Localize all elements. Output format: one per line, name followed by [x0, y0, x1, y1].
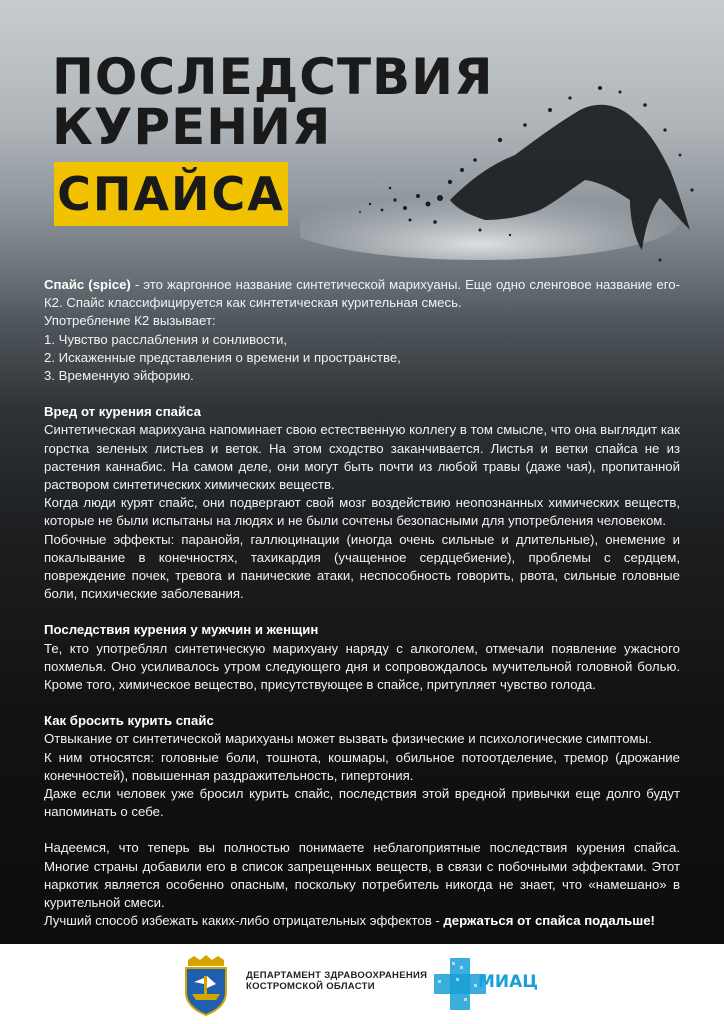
quit-heading: Как бросить курить спайс	[44, 713, 214, 729]
article-body	[44, 276, 680, 931]
intro-list-item: 3. Временную эйфорию.	[44, 368, 194, 384]
quit-paragraph-3: Даже если человек уже бросил курить спайс, последствия этой вредной привычки еще долго будут напоминать о себе.	[44, 786, 680, 820]
intro-term: Спайс (spice)	[44, 277, 131, 292]
poster-title	[52, 48, 494, 156]
consequences-paragraph: Те, кто употреблял синтетическую марихуану наряду с алкоголем, отмечали появление ужасного похмелья. Оно усиливалось утром следующего дня и сопровождалось мучительной головной болью. Кроме того, химическое вещество, присутствующее в спайсе, притупляет чувство голода.	[44, 640, 680, 693]
harm-paragraph-2: Когда люди курят спайс, они подвергают свой мозг воздействию неопознанных химических веществ, которые не были испытаны на людях и не были сочтены безопасными для употребления человеком.	[44, 495, 680, 529]
department-line-2: КОСТРОМСКОЙ ОБЛАСТИ	[246, 981, 375, 992]
title-line-2: КУРЕНИЯ	[52, 98, 332, 156]
conclusion-emphasis: держаться от спайса подальше!	[443, 913, 655, 929]
quit-paragraph-1: Отвыкание от синтетической марихуаны может вызвать физические и психологические симптомы.	[44, 731, 652, 747]
footer	[0, 944, 724, 1024]
intro-paragraph	[44, 276, 680, 312]
department-line-1: ДЕПАРТАМЕНТ ЗДРАВООХРАНЕНИЯ	[246, 970, 428, 981]
conclusion-text: Лучший способ избежать каких-либо отрицательных эффектов -	[44, 913, 444, 929]
consequences-heading: Последствия курения у мужчин и женщин	[44, 622, 319, 638]
kostroma-coat-of-arms-icon	[180, 954, 232, 1016]
title-highlight-box	[54, 162, 288, 226]
intro-text-1: - это жаргонное название синтетической марихуаны. Еще одно сленговое название его-К2. Спайс классифицируется как синтетическая курительная смесь.	[44, 277, 680, 311]
intro-list-item: 2. Искаженные представления о времени и пространстве,	[44, 349, 401, 365]
miac-label: МИАЦ	[478, 972, 539, 992]
title-line-1: ПОСЛЕДСТВИЯ	[52, 48, 494, 106]
intro-list-item: 1. Чувство расслабления и сонливости,	[44, 331, 288, 347]
conclusion-paragraph-2	[44, 912, 680, 930]
conclusion-paragraph-1: Надеемся, что теперь вы полностью понимаете неблагоприятные последствия курения спайса. Многие страны добавили его в список запрещенных веществ, в связи с побочными эффектами. Этот наркотик является особенно опасным, поскольку потребитель никогда не знает, что «намешано» в курительной смеси.	[44, 840, 680, 911]
intro-text-2: Употребление К2 вызывает:	[44, 313, 216, 329]
title-highlight: СПАЙСА	[57, 167, 285, 221]
harm-paragraph-3: Побочные эффекты: паранойя, галлюцинации (иногда очень сильные и длительные), онемение и покалывание в конечностях, тахикардия (учащенное сердцебиение), проблемы с сердцем, повреждение почек, тревога и панические атаки, неспособность говорить, рвота, сильные головные боли, психические заболевания.	[44, 531, 680, 602]
department-name	[246, 970, 427, 992]
harm-paragraph-1: Синтетическая марихуана напоминает свою естественную коллегу в том смысле, что она выглядит как горстка зеленых листьев и веток. На этом сходство заканчивается. Листья и ветки спайса не из растения каннабис. На самом деле, они могут быть почти из любой травы (даже чая), пропитанной раствором синтетических химических веществ.	[44, 422, 680, 493]
harm-heading: Вред от курения спайса	[44, 404, 201, 420]
quit-paragraph-2: К ним относятся: головные боли, тошнота, кошмары, обильное потоотделение, тремор (дрожание конечностей), повышенная раздражительность, гипертония.	[44, 749, 680, 783]
